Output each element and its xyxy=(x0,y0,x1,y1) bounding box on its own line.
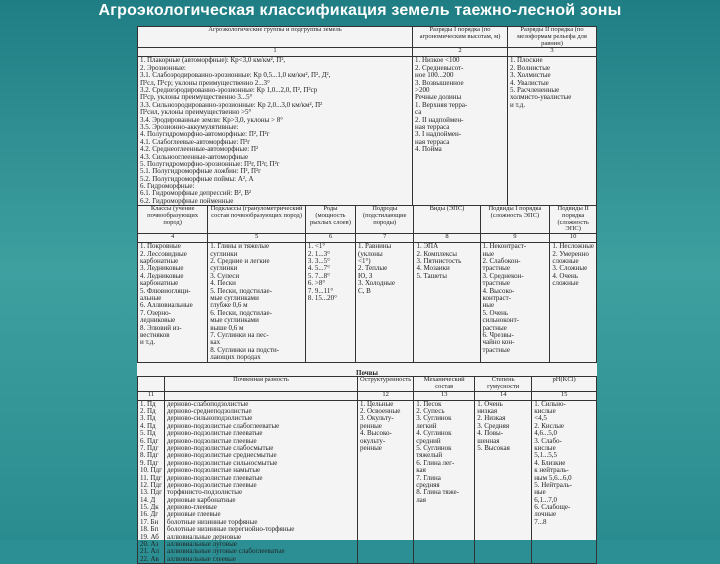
list-line: 5. Флювиогляци- xyxy=(140,286,191,295)
table2-col-number: 6 xyxy=(305,234,355,243)
list-line: 2. Средневысот- xyxy=(415,63,464,72)
soil-humus-list xyxy=(475,400,532,564)
soils-header: pH(KCl) xyxy=(532,377,597,392)
soil-texture-list xyxy=(414,400,475,564)
subspecies1-list xyxy=(480,243,550,362)
list-line: 2. Волнистые xyxy=(510,63,551,72)
list-line: аллювиальные дерновые xyxy=(167,532,242,541)
list-line: Ю, З xyxy=(358,271,373,280)
soils-col-number: 11 xyxy=(138,391,165,400)
list-line: (уклоны xyxy=(358,249,383,258)
list-line: ная терраса xyxy=(415,122,450,131)
list-line: 3. Пятнистость xyxy=(416,257,462,266)
list-line: 19. Аб xyxy=(140,532,159,541)
list-line: дерново-подзолистые глееватые xyxy=(167,429,263,438)
table2-header: Подклассы (гранулометрический состав почвообразующих пород) xyxy=(208,206,306,234)
list-line: 5. Пески, подстилае- xyxy=(210,286,272,295)
list-line: ные xyxy=(534,488,546,497)
table2-header: Подвиды II порядка (сложность ЭПС) xyxy=(550,206,597,234)
list-line: дерново-подзолистые слабоглееватые xyxy=(167,421,280,430)
list-line: са xyxy=(415,108,422,117)
list-line: 4. Близкие xyxy=(534,458,566,467)
table1-header-row xyxy=(138,27,597,48)
subspecies2-list xyxy=(550,243,597,362)
table2-header: Роды (мощность рыхлых слоев) xyxy=(305,206,355,234)
list-line: трастные xyxy=(482,279,510,288)
list-line: 14. Д xyxy=(140,495,156,504)
list-line: 6.2. Гидроморфные пойменные xyxy=(140,196,234,205)
list-line: альные xyxy=(140,293,162,302)
list-line: чайно кон- xyxy=(482,338,515,347)
list-line: дерново-подзолистые намытые xyxy=(167,466,261,475)
list-line: 3. Холмистые xyxy=(510,71,551,80)
list-line: 2. Слабокон- xyxy=(482,257,521,266)
list-line: 1. Глины и тяжелые xyxy=(210,242,270,251)
list-line: 7. 9...11° xyxy=(307,286,334,295)
list-line: мые суглинками xyxy=(210,293,259,302)
list-line: средний xyxy=(416,436,441,445)
soils-number-row xyxy=(138,391,597,400)
list-line: 2. Комплексы xyxy=(416,249,457,258)
soil-index-list xyxy=(138,400,165,564)
list-line: 20. Аз xyxy=(140,540,159,549)
list-line: 1. Несложные xyxy=(552,242,594,251)
list-line: 4.1. Слабоглеевые-автоморфные: П²г xyxy=(140,137,251,146)
list-line: 3. Средняя xyxy=(477,421,510,430)
list-line: 3. I надпоймен- xyxy=(415,130,462,139)
list-line: аллювиальные глеевые xyxy=(167,554,236,563)
list-line: 4.2. Среднеоглеенные-автоморфные: П² xyxy=(140,145,259,154)
list-line: <4,5 xyxy=(534,414,547,423)
list-line: 4. Мозаики xyxy=(416,264,450,273)
list-line: ные xyxy=(482,249,495,258)
list-line: 4. Суглинок xyxy=(416,429,452,438)
list-line: дерново-подзолистые среднесмытые xyxy=(167,451,277,460)
list-line: 3. Холодные xyxy=(358,279,395,288)
list-line: 11. Пдг xyxy=(140,473,162,482)
soils-col-number: 14 xyxy=(475,391,532,400)
list-line: 1. Цельные xyxy=(360,399,394,408)
list-line: карбонатные xyxy=(140,279,179,288)
list-line: трастные xyxy=(482,264,510,273)
table2-col-number: 4 xyxy=(138,234,208,243)
list-line: ках xyxy=(210,338,221,347)
list-line: <1°) xyxy=(358,257,371,266)
list-line: ное 100...200 xyxy=(415,71,454,80)
list-line: 1. Плоские xyxy=(510,56,543,65)
list-line: ным 5,6...6,0 xyxy=(534,473,572,482)
list-line: торфянисто-подзолистые xyxy=(167,488,243,497)
list-line: мые суглинками xyxy=(210,316,259,325)
list-line: 4. Очень xyxy=(552,271,578,280)
table2-col-number: 7 xyxy=(356,234,414,243)
list-line: ледниковые xyxy=(140,316,176,325)
list-line: >200 xyxy=(415,86,430,94)
list-line: лающих породах xyxy=(210,353,261,362)
list-line: 6. Глина лег- xyxy=(416,458,455,467)
list-line: П²сил, уклоны преимущественно >5° xyxy=(140,108,252,117)
list-line: 5,1...5,5 xyxy=(534,451,557,460)
ranks2-list xyxy=(508,57,597,206)
list-line: 1. Сильно- xyxy=(534,399,566,408)
soils-col-number: 13 xyxy=(414,391,475,400)
soil-structure-list xyxy=(358,400,414,564)
list-line: кислые xyxy=(534,443,556,452)
table2-header: Классы (учение почвообразующих пород) xyxy=(138,206,208,234)
list-line: 3. Окульту- xyxy=(360,414,394,423)
list-line: 5. Высокая xyxy=(477,443,510,452)
table2-body-row xyxy=(138,243,597,362)
list-line: 2. Пд xyxy=(140,407,156,416)
list-line: 4. Полугидроморфно-автоморфные: П², П²г xyxy=(140,130,270,139)
list-line: тяжелый xyxy=(416,451,443,460)
list-line: 5.1. Полугидроморфные ложбин: П², П²г xyxy=(140,167,262,176)
soils-caption: Почвы xyxy=(356,369,378,377)
list-line: 2. II надпоймен- xyxy=(415,115,464,124)
list-line: 1. Покровные xyxy=(140,242,181,251)
list-line: 7...8 xyxy=(534,517,547,526)
soil-type-list xyxy=(165,400,358,564)
list-line: 3. Среднекон- xyxy=(482,271,524,280)
list-line: 5. Ташеты xyxy=(416,271,447,280)
list-line: к нейтраль- xyxy=(534,466,569,475)
list-line: 4,6...5,0 xyxy=(534,429,557,438)
soils-table xyxy=(137,376,597,564)
list-line: дерновые глеевые xyxy=(167,510,221,519)
list-line: аллювиальные луговые слабоглееватые xyxy=(167,547,285,556)
table1-body-row xyxy=(138,57,597,206)
list-line: 2. Лессовидные xyxy=(140,249,187,258)
list-line: 6. Пдг xyxy=(140,436,159,445)
list-line: 1. ЭПА xyxy=(416,242,439,251)
list-line: 3. Пд xyxy=(140,414,156,423)
list-line: 5. Очень xyxy=(482,308,509,317)
soils-col-number: 12 xyxy=(358,391,414,400)
scanned-table-page xyxy=(137,26,597,563)
table1-header-groups: Агроэкологические группы и подгруппы земель xyxy=(138,27,413,48)
species-list xyxy=(414,243,480,362)
list-line: 2. Кислые xyxy=(534,421,565,430)
list-line: 5. Нейтраль- xyxy=(534,480,572,489)
soils-header-row xyxy=(138,377,597,392)
list-line: 4. Пески xyxy=(210,279,236,288)
table2-col-number: 5 xyxy=(208,234,306,243)
list-line: 4. Увалистые xyxy=(510,78,549,87)
list-line: 4. Высоко- xyxy=(360,429,392,438)
list-line: глубже 0,6 м xyxy=(210,301,248,310)
table2-col-number: 10 xyxy=(550,234,597,243)
list-line: кислые xyxy=(534,407,556,416)
list-line: 3. Слабо- xyxy=(534,436,562,445)
soils-header: Степень гумусности xyxy=(475,377,532,392)
list-line: выше 0,6 м xyxy=(210,323,244,332)
soils-col-number xyxy=(165,391,358,400)
list-line: сложные xyxy=(552,279,579,288)
list-line: 2. Средние и легкие xyxy=(210,257,270,266)
soils-body-row xyxy=(138,400,597,564)
list-line: 6. >8° xyxy=(307,279,326,288)
ranks1-list xyxy=(413,57,508,206)
table1-header-ranks1: Разряды I порядка (по агрономическим высотам, м) xyxy=(413,27,508,48)
list-line: дерново-подзолистые сильносмытые xyxy=(167,458,278,467)
agro-groups-table xyxy=(137,26,597,206)
list-line: 4. 5...7° xyxy=(307,264,330,273)
list-line: сильноконт- xyxy=(482,316,519,325)
list-line: 2. Умеренно xyxy=(552,249,589,258)
list-line: дерновые карбонатные xyxy=(167,495,236,504)
list-line: 8. Пдг xyxy=(140,451,159,460)
list-line: суглинки xyxy=(210,264,238,273)
soil-ph-list xyxy=(532,400,597,564)
list-line: дерново-среднеподзолистые xyxy=(167,407,252,416)
list-line: 6. Слабоще- xyxy=(534,503,571,512)
list-line: дерново-подзолистые глееватые xyxy=(167,473,263,482)
table2-col-number: 9 xyxy=(480,234,550,243)
list-line: 3. Возвышенное xyxy=(415,78,464,87)
list-line: 6. Гидроморфные: xyxy=(140,182,195,191)
table1-header-ranks2: Разряды II порядка (по мезоформам рельефа для равнин) xyxy=(508,27,597,48)
list-line: дерново-глеевые xyxy=(167,503,217,512)
soils-header xyxy=(138,377,165,392)
list-line: 1. Плакорные (автоморфные): Кр<3,0 км/км², П², xyxy=(140,56,286,65)
list-line: 3. Сложные xyxy=(552,264,588,273)
list-line: болотные низинные перегнойно-торфяные xyxy=(167,525,295,534)
soils-header: Оструктуренность xyxy=(358,377,414,392)
list-line: растные xyxy=(482,323,507,332)
list-line: низкая xyxy=(477,407,498,416)
list-line: 7. Суглинки на пес- xyxy=(210,330,269,339)
list-line: 5. 7...8° xyxy=(307,271,330,280)
list-line: 3. Суглинок xyxy=(416,414,452,423)
list-line: 5. Полугидроморфно-эрозионные: П²г, П²г, П²г xyxy=(140,159,280,168)
list-line: лочные xyxy=(534,510,557,519)
list-line: 22. Ав xyxy=(140,554,159,563)
list-line: 9. Пдг xyxy=(140,458,159,467)
list-line: 15. Дк xyxy=(140,503,159,512)
list-line: 4. Высоко- xyxy=(482,286,515,295)
list-line: 17. Бн xyxy=(140,517,159,526)
soils-header: Механический состав xyxy=(414,377,475,392)
list-line: суглинки xyxy=(210,249,238,258)
table2-col-number: 8 xyxy=(414,234,480,243)
list-line: 7. Пдг xyxy=(140,443,159,452)
soils-col-number: 15 xyxy=(532,391,597,400)
list-line: дерново-подзолистые слабосмытые xyxy=(167,443,274,452)
table2-header-row xyxy=(138,206,597,234)
list-line: 4. Пд xyxy=(140,421,156,430)
table1-col-number: 2 xyxy=(413,48,508,57)
list-line: средняя xyxy=(416,480,440,489)
table2-header: Подвиды I порядка (сложность ЭПС) xyxy=(480,206,550,234)
list-line: 5. Пд xyxy=(140,429,156,438)
list-line: 3.1. Слабоэродированно-эрозионные: Кр 0,5...1,0 км/км², П², Д², xyxy=(140,71,331,80)
table1-col-number: 1 xyxy=(138,48,413,57)
table2-header: Виды (ЭПС) xyxy=(414,206,480,234)
list-line: 1. Равнины xyxy=(358,242,392,251)
list-line: 16. Дг xyxy=(140,510,159,519)
list-line: и т.д. xyxy=(510,100,526,109)
list-line: 8. Глина тяже- xyxy=(416,488,459,497)
table1-col-number: 3 xyxy=(508,48,597,57)
list-line: 1. Низкое <100 xyxy=(415,56,460,65)
soil-parent-rock-table xyxy=(137,205,597,363)
list-line: 6,1...7,0 xyxy=(534,495,557,504)
list-line: 21. Ал xyxy=(140,547,160,556)
list-line: кая xyxy=(416,466,426,475)
list-line: 7. Озерно- xyxy=(140,308,172,317)
list-line: 8. 15...20° xyxy=(307,293,337,302)
list-line: 1. Пд xyxy=(140,399,156,408)
soils-header: Почвенная разность xyxy=(165,377,358,392)
list-line: 10. Пдг xyxy=(140,466,162,475)
list-line: 6. Пески, подстилае- xyxy=(210,308,272,317)
list-line: вестняков xyxy=(140,330,170,339)
list-line: карбонатные xyxy=(140,257,179,266)
list-line: 3.4. Эродированные земли: Кр>3,0, уклоны > 8° xyxy=(140,115,284,124)
slide-title: Агроэкологическая классификация земель таежно-лесной зоны xyxy=(98,2,622,19)
list-line: окульту- xyxy=(360,436,386,445)
list-line: 2. Эрозионные: xyxy=(140,63,186,72)
list-line: 8. Суглинки на подсти- xyxy=(210,345,280,354)
list-line: 12. Пдг xyxy=(140,480,162,489)
list-line: 5. Суглинок xyxy=(416,443,452,452)
list-line: 1. Верхняя терра- xyxy=(415,100,468,109)
list-line: аллювиальные луговые xyxy=(167,540,237,549)
genera-list xyxy=(305,243,355,362)
list-line: Речные долины xyxy=(415,93,462,102)
list-line: 3.5. Эрозионно-аккумулятивные: xyxy=(140,122,239,131)
list-line: 18. Бп xyxy=(140,525,159,534)
list-line: 5.2. Полугидроморфные поймы: А², А xyxy=(140,174,254,183)
list-line: 3. Ледниковые xyxy=(140,264,184,273)
list-line: холмисто-увалистые xyxy=(510,93,572,102)
list-line: шенная xyxy=(477,436,500,445)
list-line: и т.д. xyxy=(140,338,156,347)
list-line: 2. Супесь xyxy=(416,407,445,416)
list-line: 6. Чрезвы- xyxy=(482,330,514,339)
list-line: ренные xyxy=(360,421,382,430)
list-line: контраст- xyxy=(482,293,512,302)
list-line: дерново-подзолистые глеевые xyxy=(167,480,257,489)
list-line: 4. Пойма xyxy=(415,145,442,154)
list-line: П²сл, П²ср; уклоны преимущественно 2...3° xyxy=(140,78,270,87)
list-line: 2. Низкая xyxy=(477,414,506,423)
list-line: 3.2. Среднеэродированно-эрозионные: Кр 1,0...2,0, П², П²ср xyxy=(140,86,318,94)
groups-list xyxy=(138,57,413,206)
list-line: 4. Повы- xyxy=(477,429,504,438)
list-line: 1. Неконтраст- xyxy=(482,242,527,251)
list-line: лая xyxy=(416,495,427,504)
list-line: 13. Пдг xyxy=(140,488,162,497)
list-line: 2. Теплые xyxy=(358,264,388,273)
subgenera-list xyxy=(356,243,414,362)
list-line: П²ср, уклоны преимущественно 3...5° xyxy=(140,93,253,102)
list-line: 1. <1° xyxy=(307,242,326,251)
list-line: трастные xyxy=(482,345,510,354)
list-line: 7. Глина xyxy=(416,473,441,482)
table2-header: Подроды (подстилающие породы) xyxy=(356,206,414,234)
list-line: 3.3. Сильноэродированно-эрозионные: Кр 2,0...3,0 км/км², П² xyxy=(140,100,323,109)
list-line: 6. Аллювиальные xyxy=(140,301,193,310)
list-line: 8. Элювий из- xyxy=(140,323,182,332)
list-line: 1. Очень xyxy=(477,399,503,408)
list-line: 3. Супеси xyxy=(210,271,240,280)
list-line: 2. Освоенные xyxy=(360,407,401,416)
list-line: дерново-слабоподзолистые xyxy=(167,399,249,408)
list-line: ренные xyxy=(360,443,382,452)
list-line: болотные низинные торфяные xyxy=(167,517,258,526)
list-line: дерново-сильноподзолистые xyxy=(167,414,253,423)
list-line: 2. 1...3° xyxy=(307,249,330,258)
list-line: ные xyxy=(482,301,495,310)
list-line: дерново-подзолистые глеевые xyxy=(167,436,257,445)
list-line: 5. Расчлененные xyxy=(510,86,560,94)
list-line: 4.3. Сильнооглеенные-автоморфные xyxy=(140,152,249,161)
list-line: С, В xyxy=(358,286,371,295)
list-line: легкий xyxy=(416,421,437,430)
list-line: 4. Ледниковые xyxy=(140,271,184,280)
subclasses-list xyxy=(208,243,306,362)
list-line: сложные xyxy=(552,257,579,266)
classes-list xyxy=(138,243,208,362)
list-line: 6.1. Гидроморфные депрессий: В², В² xyxy=(140,189,252,198)
list-line: 1. Песок xyxy=(416,399,442,408)
list-line: 3. 3...5° xyxy=(307,257,330,266)
list-line: ная терраса xyxy=(415,137,450,146)
